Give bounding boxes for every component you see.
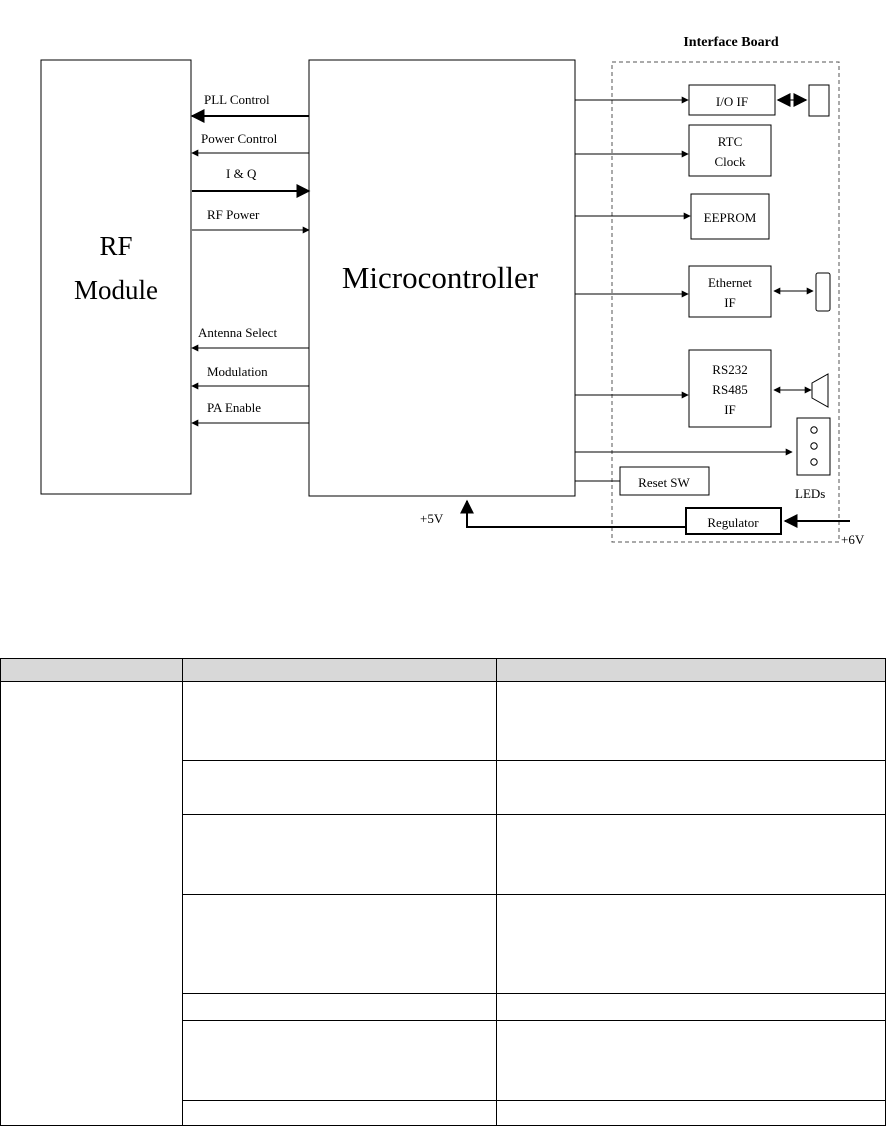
i-and-q-label: I & Q (226, 166, 257, 181)
table-cell (183, 1021, 497, 1101)
table-cell (183, 682, 497, 761)
table-cell (183, 815, 497, 895)
led-3 (811, 459, 817, 465)
pa-enable-label: PA Enable (207, 400, 262, 415)
regulator-label: Regulator (707, 515, 759, 530)
plus5v-label: +5V (420, 511, 444, 526)
rf-module-label-line2: Module (74, 275, 158, 305)
interface-board-title: Interface Board (683, 35, 779, 50)
serial-connector (812, 374, 828, 407)
rtc-label-line2: Clock (714, 154, 746, 169)
pll-control-label: PLL Control (204, 92, 270, 107)
table-header-cell (183, 659, 497, 682)
antenna-select-label: Antenna Select (198, 325, 278, 340)
table-cell (497, 1021, 886, 1101)
plus6v-label: +6V (841, 532, 865, 547)
table-cell (497, 1100, 886, 1125)
table-header-row (1, 659, 886, 682)
serial-label-line1: RS232 (712, 362, 748, 377)
ethernet-label-line2: IF (724, 295, 736, 310)
table-row (1, 682, 886, 761)
table-cell (497, 815, 886, 895)
ethernet-label-line1: Ethernet (707, 275, 753, 290)
serial-label-line3: IF (724, 402, 736, 417)
table-cell (497, 760, 886, 815)
table-header-cell (497, 659, 886, 682)
leds-label: LEDs (795, 486, 826, 501)
ethernet-connector (816, 273, 830, 311)
eeprom-label: EEPROM (703, 210, 757, 225)
table-cell (497, 993, 886, 1020)
table-cell (183, 993, 497, 1020)
reset-sw-label: Reset SW (638, 475, 690, 490)
modulation-label: Modulation (207, 364, 268, 379)
table-cell (497, 682, 886, 761)
power-control-label: Power Control (201, 131, 278, 146)
table-cell (183, 1100, 497, 1125)
rtc-label-line1: RTC (717, 134, 743, 149)
led-2 (811, 443, 817, 449)
io-connector (809, 85, 829, 116)
table-group-cell (1, 682, 183, 1126)
io-if-label: I/O IF (715, 94, 749, 109)
rf-module-label-line1: RF (99, 231, 133, 261)
table-cell (183, 760, 497, 815)
table-cell (183, 894, 497, 993)
table-header-cell (1, 659, 183, 682)
serial-label-line2: RS485 (712, 382, 748, 397)
led-1 (811, 427, 817, 433)
table-cell (497, 894, 886, 993)
block-diagram (0, 0, 887, 560)
microcontroller-label: Microcontroller (341, 260, 539, 295)
spec-table (0, 658, 886, 1126)
rf-power-label: RF Power (207, 207, 260, 222)
plus5v-arrow (467, 501, 686, 527)
